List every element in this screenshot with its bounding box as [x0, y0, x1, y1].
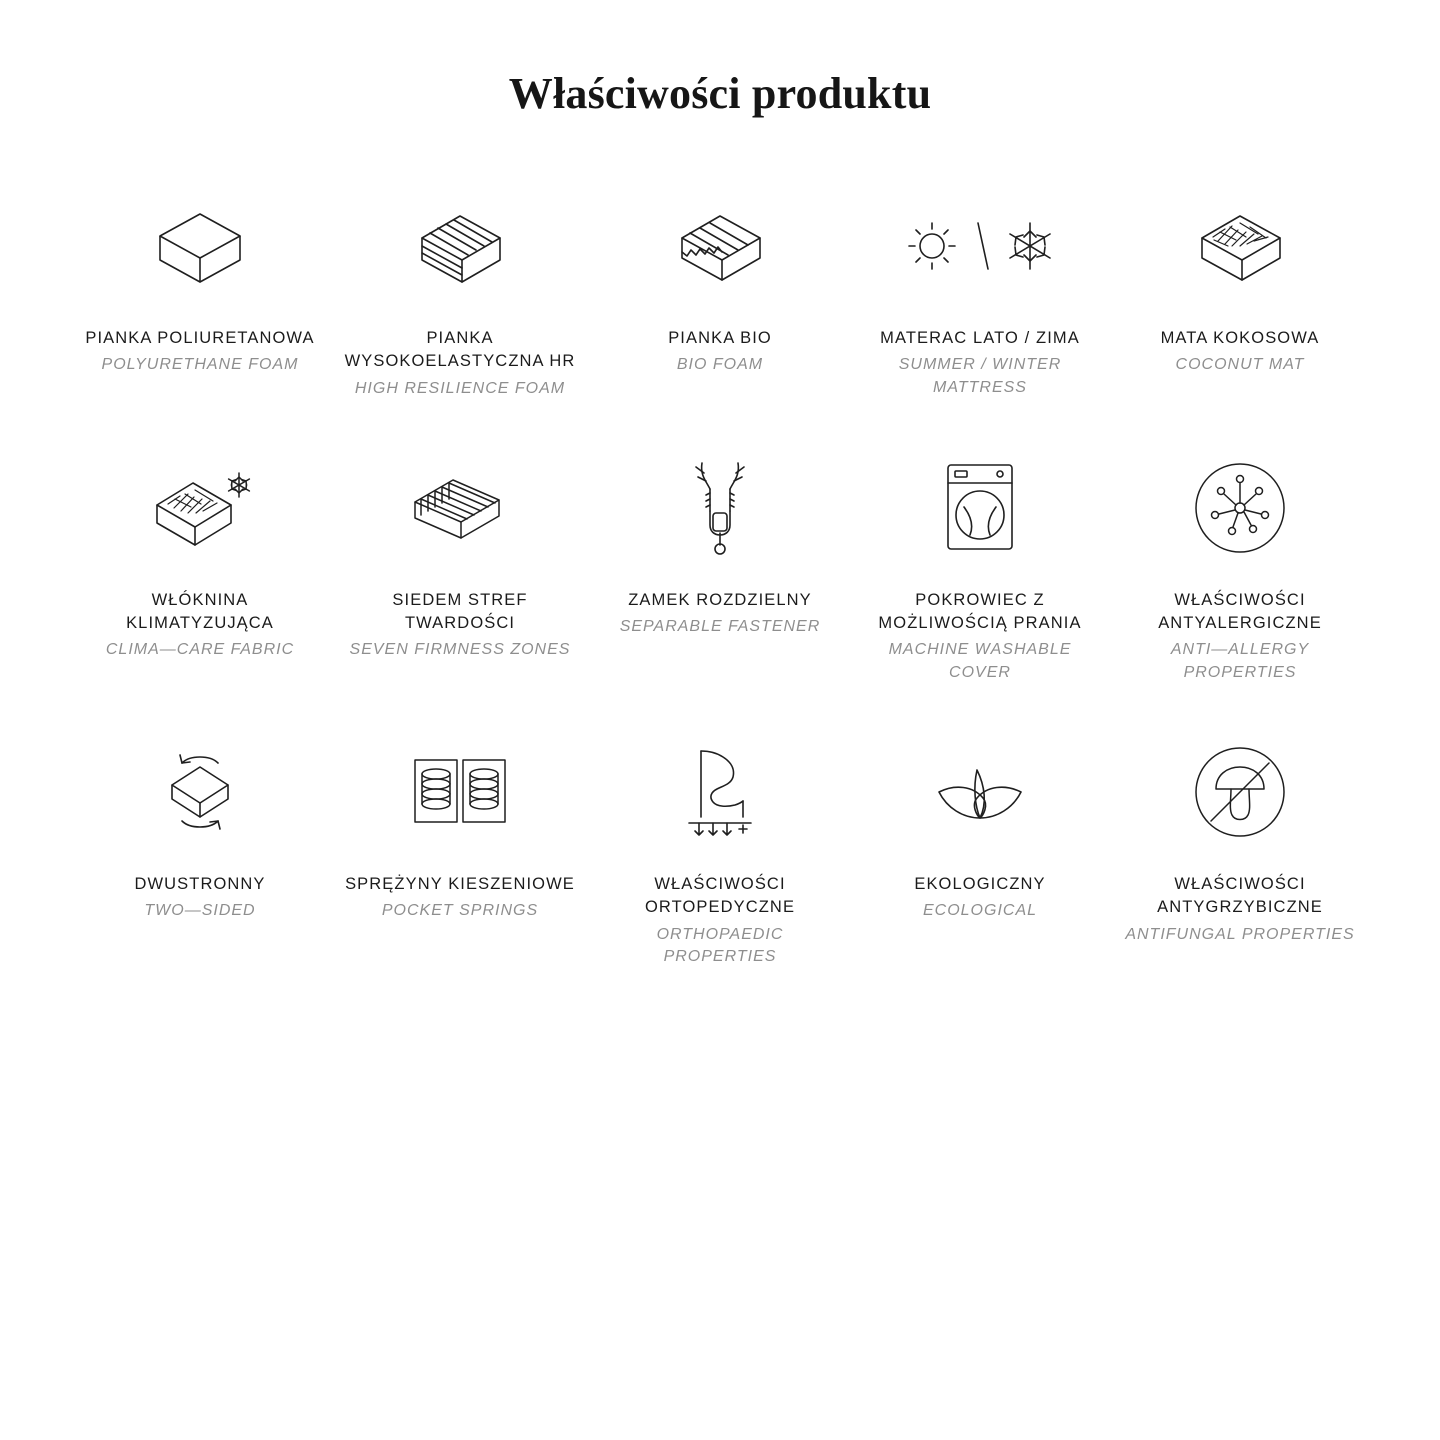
- features-grid: [0, 191, 1440, 969]
- feature-label-pl: SPRĘŻYNY KIESZENIOWE: [345, 874, 575, 893]
- seven-zones-block-icon: [395, 453, 525, 563]
- feature-label-pl: SIEDEM STREF TWARDOŚCI: [392, 590, 528, 632]
- washing-machine-icon: [930, 453, 1030, 563]
- bio-foam-block-icon: [660, 191, 780, 301]
- orthopaedic-spine-icon: [665, 737, 775, 847]
- feature-item: [850, 191, 1110, 401]
- feature-label-pl: WŁAŚCIWOŚCI ORTOPEDYCZNE: [644, 874, 796, 917]
- feature-label-pl: ZAMEK ROZDZIELNY: [628, 590, 812, 609]
- feature-item: [850, 737, 1110, 969]
- feature-item: [70, 191, 330, 401]
- feature-item: [70, 737, 330, 969]
- feature-item: [1110, 737, 1370, 969]
- feature-label-en: MACHINE WASHABLE COVER: [888, 641, 1072, 682]
- feature-label-en: BIO FOAM: [676, 356, 764, 374]
- page-title: Właściwości produktu: [508, 69, 932, 118]
- zipper-icon: [670, 453, 770, 563]
- feature-label-pl: PIANKA WYSOKOELASTYCZNA HR: [344, 329, 576, 371]
- feature-item: [590, 453, 850, 685]
- feature-label-pl: POKROWIEC Z MOŻLIWOŚCIĄ PRANIA: [878, 590, 1082, 632]
- feature-label-pl: PIANKA BIO: [668, 329, 772, 347]
- feature-label-en: SEPARABLE FASTENER: [619, 617, 821, 635]
- clima-fabric-snowflake-icon: [135, 453, 265, 563]
- coconut-mat-block-icon: [1180, 191, 1300, 301]
- feature-item: [330, 191, 590, 401]
- feature-label-en: ECOLOGICAL: [922, 902, 1038, 920]
- feature-label-en: ANTIFUNGAL PROPERTIES: [1125, 925, 1355, 943]
- antifungal-crossed-icon: [1185, 737, 1295, 847]
- feature-label-en: ORTHOPAEDIC PROPERTIES: [656, 925, 784, 966]
- feature-item: [850, 453, 1110, 685]
- feature-label-pl: PIANKA POLIURETANOWA: [85, 329, 315, 347]
- sun-snowflake-icon: [890, 191, 1070, 301]
- feature-label-en: POCKET SPRINGS: [381, 902, 539, 920]
- feature-label-pl: WŁÓKNINA KLIMATYZUJĄCA: [126, 590, 274, 632]
- feature-label-en: POLYURETHANE FOAM: [101, 356, 299, 374]
- feature-label-pl: EKOLOGICZNY: [914, 874, 1046, 893]
- two-sided-rotate-icon: [140, 737, 260, 847]
- feature-label-en: SUMMER / WINTER MATTRESS: [898, 356, 1062, 397]
- feature-item: [590, 191, 850, 401]
- feature-item: [1110, 453, 1370, 685]
- feature-label-pl: MATERAC LATO / ZIMA: [880, 329, 1080, 347]
- feature-label-en: CLIMA—CARE FABRIC: [105, 641, 295, 659]
- feature-item: [590, 737, 850, 969]
- foam-block-icon: [140, 191, 260, 301]
- feature-label-en: TWO—SIDED: [144, 902, 256, 920]
- feature-label-en: ANTI—ALLERGY PROPERTIES: [1170, 641, 1310, 682]
- feature-item: [330, 737, 590, 969]
- feature-label-en: HIGH RESILIENCE FOAM: [354, 379, 566, 397]
- pocket-springs-icon: [395, 737, 525, 847]
- feature-label-en: SEVEN FIRMNESS ZONES: [349, 641, 571, 659]
- eco-leaves-icon: [915, 737, 1045, 847]
- feature-label-pl: DWUSTRONNY: [134, 874, 266, 893]
- feature-label-pl: WŁAŚCIWOŚCI ANTYGRZYBICZNE: [1157, 874, 1323, 917]
- anti-allergy-molecule-icon: [1185, 453, 1295, 563]
- feature-item: [1110, 191, 1370, 401]
- feature-label-pl: MATA KOKOSOWA: [1160, 329, 1320, 347]
- wavy-foam-block-icon: [400, 191, 520, 301]
- feature-item: [330, 453, 590, 685]
- feature-label-en: COCONUT MAT: [1175, 356, 1305, 374]
- feature-label-pl: WŁAŚCIWOŚCI ANTYALERGICZNE: [1158, 590, 1322, 632]
- feature-item: [70, 453, 330, 685]
